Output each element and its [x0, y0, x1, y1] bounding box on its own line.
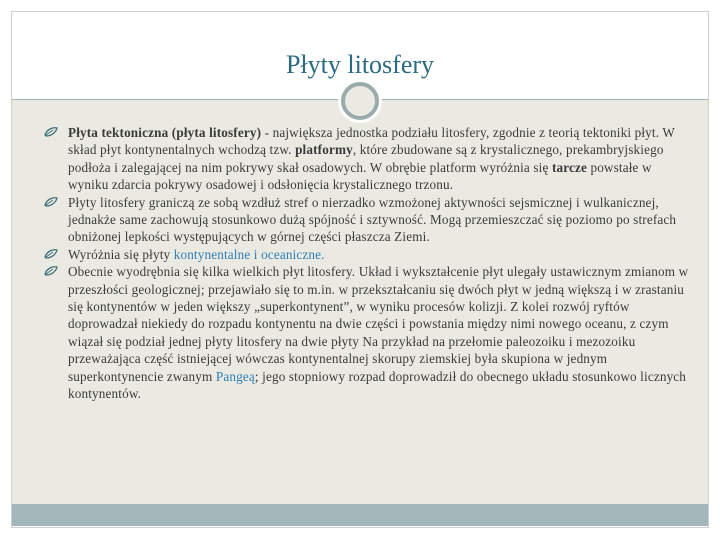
bullet-text: Płyty litosfery graniczą ze sobą wzdłuż stref o nierzadko wzmożonej aktywności sejsmicznej i wulkanicznej, jednakże same zachowują stosunkowo dużą spójność i sztywność. Mogą przemieszczać się poziomo po strefach obniżonej lepkości występujących w górnej części płaszcza Ziemi.: [68, 194, 677, 245]
bullet-text: - największa jednostka podziału litosfery, zgodnie z teorią tektoniki płyt. W skład płyt kontynentalnych wchodzą tzw.: [68, 125, 675, 158]
leaf-bullet-icon: [44, 196, 58, 208]
bullet-list: [18, 124, 690, 403]
leaf-bullet-icon: [44, 265, 58, 277]
leaf-bullet-icon: [44, 126, 58, 138]
bullet-bold-term: tarcze: [551, 159, 587, 175]
bullet-text: , które zbudowane są z krystalicznego, prekambryjskiego podłoża i zalegającej na nim pokrywy skał osadowych. W obrębie platform wyróżnia się: [68, 142, 664, 175]
bullet-text: Wyróżnia się płyty: [68, 246, 174, 262]
list-item: [18, 194, 690, 246]
link-pangea[interactable]: Pangeą: [215, 368, 255, 384]
bullet-text: ; jego stopniowy rozpad doprowadził do obecnego układu stosunkowo licznych kontynentów.: [68, 368, 687, 402]
slide-title: Płyty litosfery: [285, 50, 435, 79]
list-item: [18, 263, 690, 402]
bullet-bold-lead: Płyta tektoniczna (płyta litosfery): [68, 125, 262, 140]
list-item: [18, 124, 690, 194]
list-item: [18, 246, 690, 263]
bullet-text: powstałe w wyniku zdarcia pokrywy osadowej i odsłonięcia krystalicznego trzonu.: [68, 159, 652, 193]
link-kontynentalne-oceaniczne[interactable]: kontynentalne i oceaniczne.: [173, 246, 325, 262]
circle-ornament-icon: [341, 82, 379, 120]
bullet-bold-term: platformy: [295, 142, 353, 158]
leaf-bullet-icon: [44, 248, 58, 260]
bullet-text: Obecnie wyodrębnia się kilka wielkich płyt litosfery. Układ i wykształcenie płyt ulegały ustawicznym zmianom w przeszłości geologicznej; przejawiało się to m.in. w przekształcaniu się dwóch płyt w jedną większą i w zrastaniu się kontynentów w jeden większy „superkontynent”, w wyniku procesów kolizji. Z kolei rozwój ryftów doprowadzał niekiedy do rozpadu kontynentu na dwie części i powstania między nimi nowego oceanu, z czym wiązał się podział jednej płyty litosfery na dwie płyty Na przykład na przełomie paleozoiku i mezozoiku przeważająca część istniejącej wówczas kontynentalnej skorupy ziemskiej była skupiona w jednym superkontynencie zwanym: [68, 264, 689, 384]
